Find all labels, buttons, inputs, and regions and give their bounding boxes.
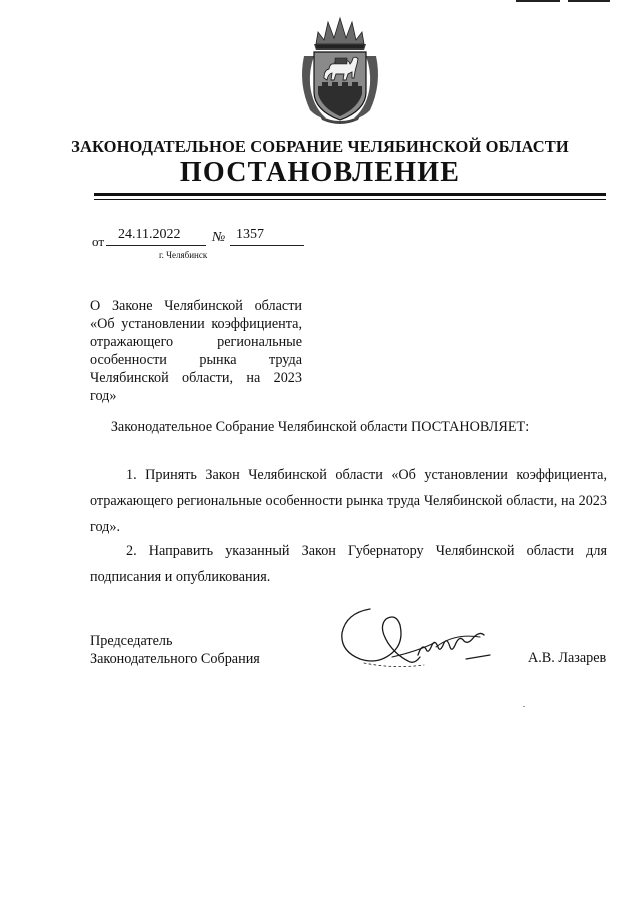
organization-title: ЗАКОНОДАТЕЛЬНОЕ СОБРАНИЕ ЧЕЛЯБИНСКОЙ ОБЛАСТИ bbox=[71, 137, 569, 156]
number-sign: № bbox=[212, 230, 226, 245]
scan-speck bbox=[523, 706, 525, 707]
signer-name: А.В. Лазарев bbox=[528, 650, 607, 666]
resolution-preamble: Законодательное Собрание Челябинской области ПОСТАНОВЛЯЕТ: bbox=[110, 419, 530, 435]
scan-edge-mark bbox=[568, 0, 610, 2]
signer-position-line: Законодательного Собрания bbox=[90, 651, 260, 667]
city-label: г. Челябинск bbox=[159, 250, 208, 260]
header-divider-thin bbox=[94, 199, 606, 200]
resolution-item: 1. Принять Закон Челябинской области «Об установлении коэффициента, отражающего региональные особенности рынка труда Челябинской области, на 2023 год». bbox=[90, 467, 607, 535]
resolution-item: 2. Направить указанный Закон Губернатору Челябинской области для подписания и опубликования. bbox=[90, 543, 607, 585]
number-underline bbox=[230, 245, 304, 246]
document-type-title: ПОСТАНОВЛЕНИЕ bbox=[179, 157, 461, 188]
date-underline bbox=[106, 245, 206, 246]
chelyabinsk-coat-of-arms-icon bbox=[296, 14, 384, 126]
signer-position-line: Председатель bbox=[90, 633, 173, 649]
document-date: 24.11.2022 bbox=[118, 227, 181, 242]
header-divider-thick bbox=[94, 193, 606, 196]
document-number: 1357 bbox=[236, 227, 264, 242]
signer-position bbox=[90, 632, 290, 668]
document-subject: О Законе Челябинской области «Об установлении коэффициента, отражающего региональные особенности рынка труда Челябинской области, на 2023 год» bbox=[90, 298, 302, 404]
date-prefix: от bbox=[92, 234, 105, 249]
scan-edge-mark bbox=[516, 0, 560, 2]
handwritten-signature-icon bbox=[334, 603, 494, 673]
